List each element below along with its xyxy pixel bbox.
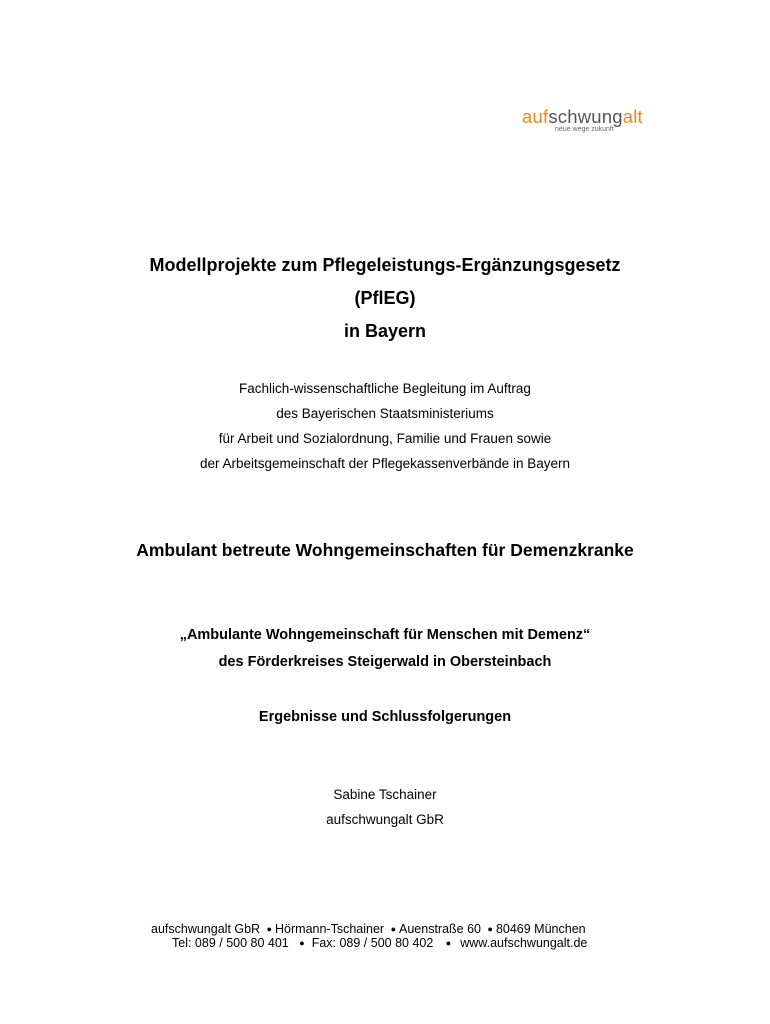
subtitle-line-3: für Arbeit und Sozialordnung, Familie und Frauen sowie <box>218 431 552 446</box>
subtitle-line-4: der Arbeitsgemeinschaft der Pflegekassenverbände in Bayern <box>200 456 570 471</box>
logo-part-schwung: schwung <box>548 106 623 127</box>
title-line-3: in Bayern <box>343 321 427 341</box>
author-organization: aufschwungalt GbR <box>326 812 444 827</box>
footer-address-line <box>151 922 586 937</box>
bullet-icon: ● <box>487 924 493 934</box>
bullet-icon: ● <box>445 938 452 948</box>
footer-contact-line <box>172 936 587 951</box>
bullet-icon: ● <box>299 938 305 948</box>
bullet-icon: ● <box>390 924 397 934</box>
company-logo <box>522 106 672 134</box>
logo-tagline: neue wege zukunft <box>555 126 614 133</box>
author-name: Sabine Tschainer <box>333 787 437 802</box>
main-heading: Ambulant betreute Wohngemeinschaften für Demenzkranke <box>136 540 634 560</box>
logo-wordmark <box>522 106 672 128</box>
bullet-icon: ● <box>266 924 273 934</box>
results-heading: Ergebnisse und Schlussfolgerungen <box>258 709 512 725</box>
footer-street: Auenstraße 60 <box>399 922 482 936</box>
logo-part-auf: auf <box>522 106 549 127</box>
footer-company: aufschwungalt GbR <box>151 922 261 936</box>
title-line-1: Modellprojekte zum Pflegeleistungs-Ergänzungsgesetz <box>149 255 621 275</box>
footer-fax: Fax: 089 / 500 80 402 <box>311 936 434 950</box>
subtitle-line-2: des Bayerischen Staatsministeriums <box>276 406 494 421</box>
footer-web[interactable]: www.aufschwungalt.de <box>460 936 588 950</box>
subtitle-line-1: Fachlich-wissenschaftliche Begleitung im Auftrag <box>239 381 531 396</box>
footer-owners: Hörmann-Tschainer <box>275 922 385 936</box>
footer-city: 80469 München <box>495 922 586 936</box>
project-line-2: des Förderkreises Steigerwald in Obersteinbach <box>218 654 552 670</box>
title-line-2: (PflEG) <box>354 288 416 308</box>
footer-tel: Tel: 089 / 500 80 401 <box>172 936 289 950</box>
logo-part-alt: alt <box>622 106 643 127</box>
project-line-1: „Ambulante Wohngemeinschaft für Menschen mit Demenz“ <box>179 627 591 643</box>
